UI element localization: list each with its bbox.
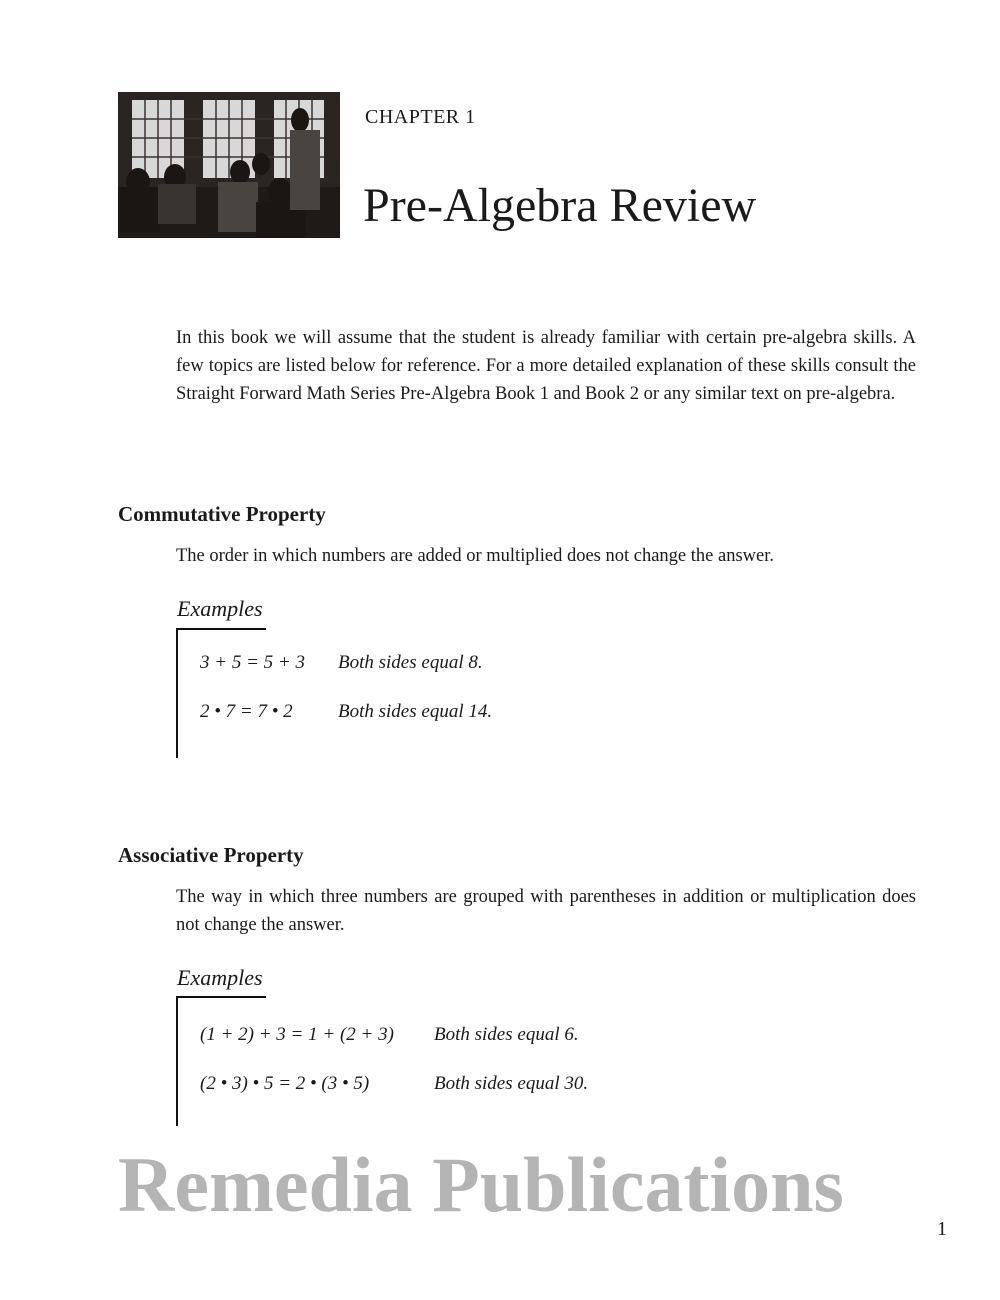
example-equation: 3 + 5 = 5 + 3 xyxy=(200,652,305,673)
section-heading-commutative: Commutative Property xyxy=(118,502,326,526)
examples-bracket xyxy=(176,996,266,1126)
chapter-label: CHAPTER 1 xyxy=(365,106,476,128)
example-note: Both sides equal 14. xyxy=(338,701,493,722)
section-description-commutative: The order in which numbers are added or multiplied does not change the answer. xyxy=(176,546,774,566)
examples-label: Examples xyxy=(177,965,263,990)
classroom-photo xyxy=(118,92,340,238)
examples-label: Examples xyxy=(177,596,263,621)
examples-bracket xyxy=(176,628,266,758)
example-note: Both sides equal 30. xyxy=(434,1073,589,1094)
page-number: 1 xyxy=(937,1218,947,1240)
watermark: Remedia Publications xyxy=(118,1141,844,1228)
example-equation: (2 • 3) • 5 = 2 • (3 • 5) xyxy=(200,1073,370,1094)
intro-paragraph: In this book we will assume that the student is already familiar with certain pre-algebra skills. A few topics are listed below for reference. For a more detailed explanation of these skills consult the Straight Forward Math Series Pre-Algebra Book 1 and Book 2 or any similar text on pre-algebra. xyxy=(176,328,916,404)
example-equation: 2 • 7 = 7 • 2 xyxy=(200,701,293,722)
section-heading-associative: Associative Property xyxy=(118,843,304,867)
page-title: Pre-Algebra Review xyxy=(363,179,757,232)
section-description-associative: The way in which three numbers are grouped with parentheses in addition or multiplication does not change the answer. xyxy=(176,887,916,935)
example-note: Both sides equal 8. xyxy=(338,652,483,673)
example-equation: (1 + 2) + 3 = 1 + (2 + 3) xyxy=(200,1024,394,1045)
example-note: Both sides equal 6. xyxy=(434,1024,579,1045)
